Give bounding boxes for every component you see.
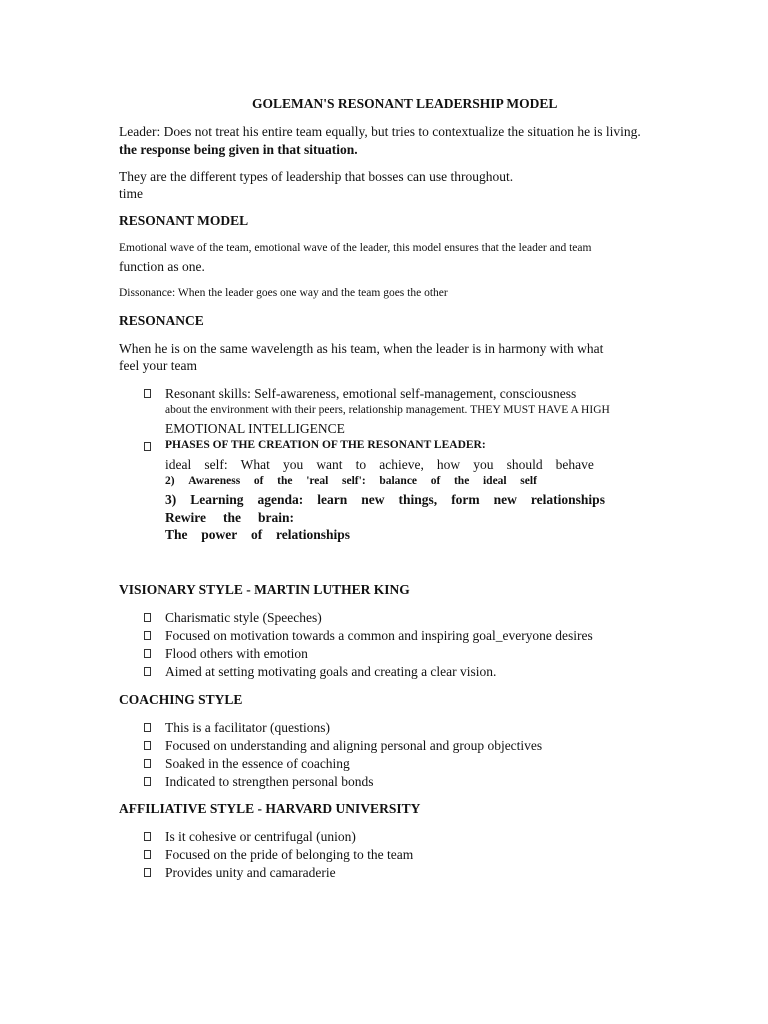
list-item: Soaked in the essence of coaching xyxy=(165,756,350,771)
phase-word: the xyxy=(453,475,470,487)
phase-word: relationships xyxy=(530,492,605,507)
phase-word: behave xyxy=(555,457,594,472)
section-heading-coaching: COACHING STYLE xyxy=(119,692,243,707)
phase-word: learn xyxy=(317,492,348,507)
phase-word: self: xyxy=(204,457,228,472)
bullet-icon xyxy=(144,850,151,859)
phase-word: What xyxy=(240,457,270,472)
list-item: Indicated to strengthen personal bonds xyxy=(165,774,374,789)
phase-word: new xyxy=(493,492,517,507)
phase-word: Learning xyxy=(190,492,244,507)
phase-word: of xyxy=(430,475,441,487)
phase-word: Rewire xyxy=(165,510,206,525)
phase-word: self xyxy=(520,475,537,487)
phase-word: relationships xyxy=(275,527,350,542)
bullet-icon xyxy=(144,613,151,622)
bullet-text: EMOTIONAL INTELLIGENCE xyxy=(165,421,345,436)
phase-word: the xyxy=(222,510,241,525)
phase-word: brain: xyxy=(257,510,294,525)
list-item: Focused on motivation towards a common and inspiring goal_everyone desires xyxy=(165,628,593,643)
intro-line: They are the different types of leadership that bosses can use throughout. xyxy=(119,169,514,184)
bullet-icon xyxy=(144,649,151,658)
paragraph-line: Emotional wave of the team, emotional wave of the leader, this model ensures that the leader and team xyxy=(119,242,592,254)
phase-word: power xyxy=(201,527,238,542)
bullet-icon xyxy=(144,868,151,877)
phase-word: ideal xyxy=(165,457,192,472)
phase-line-4 xyxy=(165,511,294,525)
phase-line-1 xyxy=(165,458,594,472)
phase-word: how xyxy=(436,457,461,472)
list-item: Provides unity and camaraderie xyxy=(165,865,336,880)
phase-word: you xyxy=(473,457,494,472)
phase-word: of xyxy=(250,527,263,542)
list-item: Focused on understanding and aligning personal and group objectives xyxy=(165,738,543,753)
phase-word: The xyxy=(165,527,188,542)
phase-line-5 xyxy=(165,528,350,542)
phase-word: 'real xyxy=(306,475,329,487)
intro-line: time xyxy=(119,186,143,201)
bullet-icon xyxy=(144,741,151,750)
phase-line-2 xyxy=(165,476,537,488)
bullet-icon xyxy=(144,389,151,398)
bullet-icon xyxy=(144,667,151,676)
section-heading-resonant-model: RESONANT MODEL xyxy=(119,213,249,228)
bullet-icon xyxy=(144,832,151,841)
phase-word: you xyxy=(282,457,304,472)
intro-line-bold: the response being given in that situation. xyxy=(119,142,358,157)
phase-word: Awareness xyxy=(188,475,241,487)
list-item: Is it cohesive or centrifugal (union) xyxy=(165,829,356,844)
list-item: Charismatic style (Speeches) xyxy=(165,610,322,625)
phase-word: the xyxy=(277,475,293,487)
phase-word: agenda: xyxy=(257,492,304,507)
bullet-icon xyxy=(144,723,151,732)
phase-word: ideal xyxy=(482,475,507,487)
bullet-text: Resonant skills: Self-awareness, emotional self-management, consciousness xyxy=(165,386,577,401)
bullet-icon xyxy=(144,442,151,451)
bullet-text: about the environment with their peers, relationship management. THEY MUST HAVE A HIGH xyxy=(165,404,610,416)
list-item: This is a facilitator (questions) xyxy=(165,720,330,735)
phase-word: should xyxy=(506,457,543,472)
phase-word: form xyxy=(451,492,480,507)
phase-word: 2) xyxy=(165,475,175,487)
phase-word: of xyxy=(253,475,264,487)
section-heading-resonance: RESONANCE xyxy=(119,313,204,328)
list-item: Flood others with emotion xyxy=(165,646,308,661)
phase-word: to xyxy=(355,457,367,472)
phase-word: achieve, xyxy=(379,457,424,472)
paragraph-line: feel your team xyxy=(119,358,197,373)
section-heading-visionary: VISIONARY STYLE - MARTIN LUTHER KING xyxy=(119,582,410,597)
list-item: Focused on the pride of belonging to the team xyxy=(165,847,414,862)
phase-word: things, xyxy=(398,492,438,507)
paragraph-line: When he is on the same wavelength as his team, when the leader is in harmony with what xyxy=(119,341,604,356)
phase-word: balance xyxy=(379,475,418,487)
bullet-icon xyxy=(144,631,151,640)
bullet-heading: PHASES OF THE CREATION OF THE RESONANT LEADER: xyxy=(165,439,486,451)
phase-word: new xyxy=(361,492,385,507)
paragraph-line: function as one. xyxy=(119,259,205,274)
bullet-icon xyxy=(144,777,151,786)
phase-line-3 xyxy=(165,493,605,507)
intro-line: Leader: Does not treat his entire team equally, but tries to contextualize the situation he is living. xyxy=(119,124,641,139)
bullet-icon xyxy=(144,759,151,768)
paragraph-line: Dissonance: When the leader goes one way and the team goes the other xyxy=(119,287,448,299)
list-item: Aimed at setting motivating goals and creating a clear vision. xyxy=(165,664,497,679)
document-title: GOLEMAN'S RESONANT LEADERSHIP MODEL xyxy=(252,96,558,111)
phase-word: self': xyxy=(342,475,366,487)
phase-word: 3) xyxy=(165,492,177,507)
section-heading-affiliative: AFFILIATIVE STYLE - HARVARD UNIVERSITY xyxy=(119,801,421,816)
phase-word: want xyxy=(316,457,343,472)
